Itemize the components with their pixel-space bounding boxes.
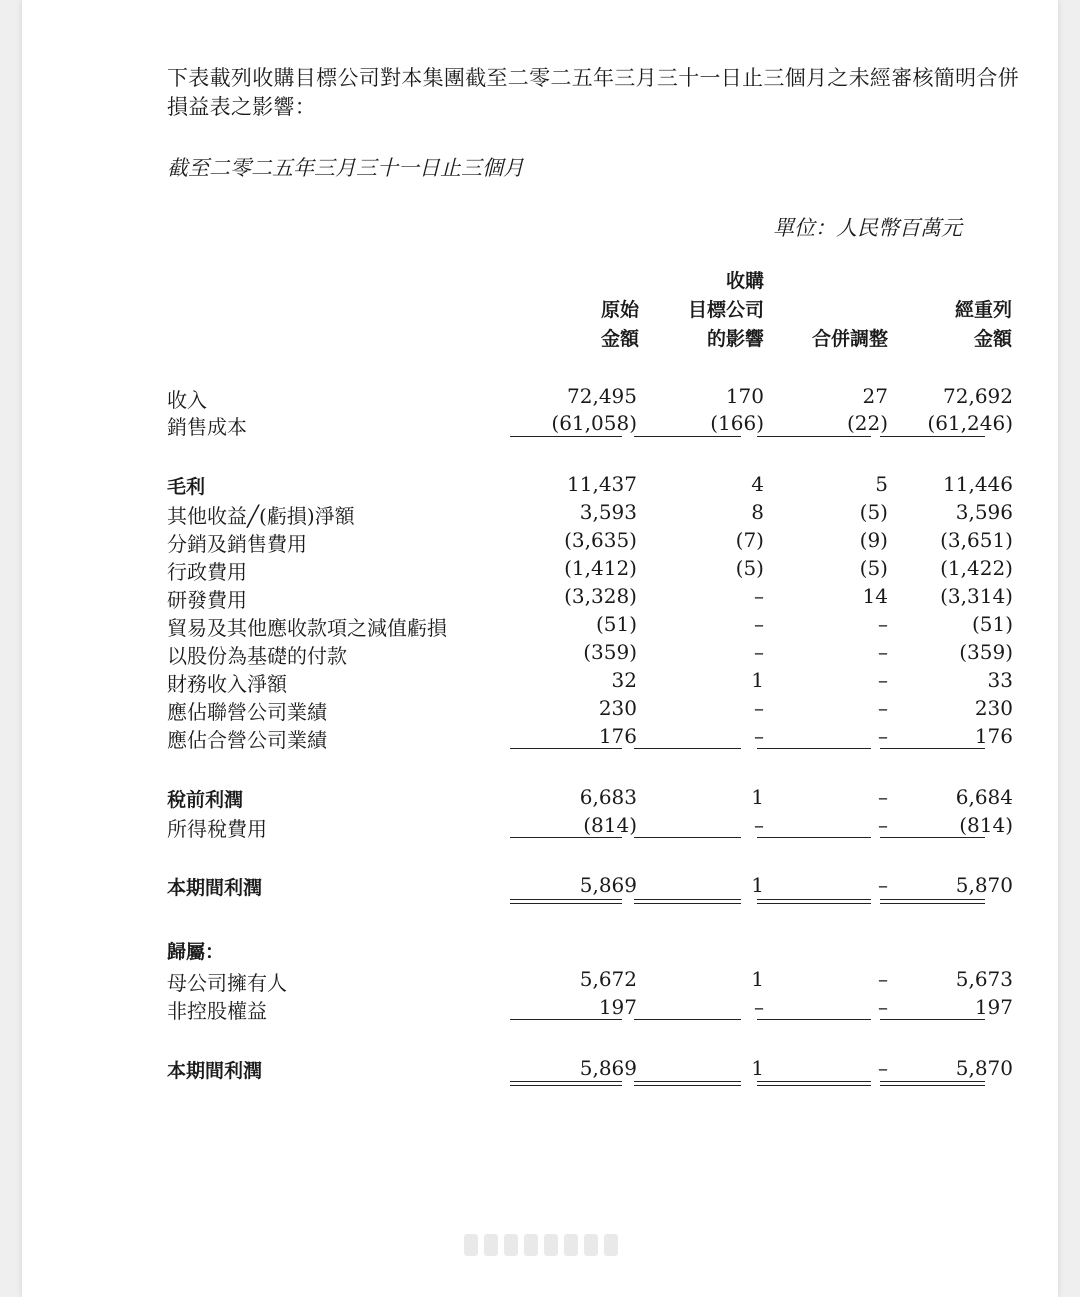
header-acquisition-impact xyxy=(642,267,764,354)
double-underline xyxy=(634,899,741,904)
header-line: 的影響 xyxy=(706,328,764,350)
row-value-col4: 72,692 xyxy=(943,384,1013,408)
row-value-col4: 33 xyxy=(987,668,1013,692)
watermark-glyph xyxy=(584,1234,598,1256)
row-value-col1: (3,635) xyxy=(564,528,637,552)
row-value-col4: (814) xyxy=(959,813,1013,837)
row-label: 本期間利潤 xyxy=(167,1060,263,1082)
table-row xyxy=(167,584,1017,612)
row-value-col3: (9) xyxy=(859,528,888,552)
row-value-col3: (5) xyxy=(859,556,888,580)
table-row xyxy=(167,696,1017,724)
row-value-col4: 5,673 xyxy=(955,967,1013,991)
double-underline xyxy=(634,1081,741,1086)
watermark xyxy=(464,1234,664,1260)
row-value-col3: (22) xyxy=(846,411,888,435)
row-label: 非控股權益 xyxy=(167,999,267,1023)
underline xyxy=(880,1019,985,1020)
row-label: 母公司擁有人 xyxy=(167,971,287,995)
row-value-col2: 170 xyxy=(725,384,764,408)
double-underline xyxy=(510,1081,622,1086)
underline xyxy=(880,436,985,437)
table-row xyxy=(167,873,1017,901)
header-consolidation-adjustment xyxy=(768,325,888,354)
row-value-col3: 14 xyxy=(862,584,888,608)
row-value-col3: – xyxy=(878,696,888,720)
row-value-col3: – xyxy=(878,640,888,664)
row-value-col4: 5,870 xyxy=(955,1056,1013,1080)
double-underline xyxy=(880,1081,985,1086)
row-value-col3: – xyxy=(878,967,888,991)
row-value-col3: 27 xyxy=(862,384,888,408)
row-value-col1: 5,869 xyxy=(579,1056,637,1080)
double-underline xyxy=(757,1081,871,1086)
row-value-col3: – xyxy=(878,1056,888,1080)
watermark-glyph xyxy=(604,1234,618,1256)
underline xyxy=(757,436,871,437)
row-value-col4: (61,246) xyxy=(927,411,1013,435)
row-value-col1: 11,437 xyxy=(567,472,637,496)
row-value-col2: (5) xyxy=(735,556,764,580)
row-value-col4: 230 xyxy=(974,696,1013,720)
double-underline xyxy=(510,899,622,904)
table-row xyxy=(167,500,1017,528)
table-row xyxy=(167,967,1017,995)
row-value-col4: 3,596 xyxy=(955,500,1013,524)
watermark-glyph xyxy=(544,1234,558,1256)
row-value-col2: (166) xyxy=(710,411,764,435)
watermark-glyph xyxy=(564,1234,578,1256)
row-value-col1: (51) xyxy=(595,612,637,636)
row-value-col4: 11,446 xyxy=(943,472,1013,496)
row-label: 行政費用 xyxy=(167,560,247,584)
table-row xyxy=(167,472,1017,500)
underline xyxy=(757,837,871,838)
header-line: 金額 xyxy=(973,328,1012,350)
row-value-col4: (3,651) xyxy=(940,528,1013,552)
row-value-col2: – xyxy=(754,696,764,720)
row-value-col1: 176 xyxy=(598,724,637,748)
table-row xyxy=(167,612,1017,640)
row-label: 本期間利潤 xyxy=(167,877,263,899)
row-value-col1: 197 xyxy=(598,995,637,1019)
row-value-col3: – xyxy=(878,813,888,837)
table-row xyxy=(167,556,1017,584)
watermark-glyph xyxy=(464,1234,478,1256)
row-value-col4: 5,870 xyxy=(955,873,1013,897)
row-value-col1: (61,058) xyxy=(551,411,637,435)
underline xyxy=(634,436,741,437)
row-value-col4: (3,314) xyxy=(940,584,1013,608)
period-heading: 截至二零二五年三月三十一日止三個月 xyxy=(167,156,524,180)
row-value-col1: (814) xyxy=(583,813,637,837)
header-line: 目標公司 xyxy=(687,299,764,321)
header-line: 收購 xyxy=(725,270,764,292)
row-value-col2: – xyxy=(754,813,764,837)
row-value-col3: – xyxy=(878,995,888,1019)
row-value-col2: 1 xyxy=(751,1056,764,1080)
row-label: 所得稅費用 xyxy=(167,817,267,841)
row-value-col4: (51) xyxy=(971,612,1013,636)
row-value-col2: 8 xyxy=(751,500,764,524)
unit-label: 單位：人民幣百萬元 xyxy=(773,216,962,240)
row-label: 分銷及銷售費用 xyxy=(167,532,307,556)
table-row xyxy=(167,384,1017,412)
watermark-glyph xyxy=(524,1234,538,1256)
row-value-col1: 72,495 xyxy=(567,384,637,408)
row-value-col1: (1,412) xyxy=(564,556,637,580)
watermark-glyph xyxy=(484,1234,498,1256)
underline xyxy=(510,748,622,749)
row-label: 銷售成本 xyxy=(167,415,247,439)
row-label: 其他收益╱(虧損)淨額 xyxy=(167,504,355,528)
table-row xyxy=(167,528,1017,556)
row-value-col2: 1 xyxy=(751,668,764,692)
underline xyxy=(510,1019,622,1020)
watermark-glyph xyxy=(504,1234,518,1256)
table-row xyxy=(167,668,1017,696)
row-value-col3: – xyxy=(878,873,888,897)
row-value-col2: 1 xyxy=(751,873,764,897)
row-value-col4: 176 xyxy=(974,724,1013,748)
row-value-col4: (1,422) xyxy=(940,556,1013,580)
table-row xyxy=(167,411,1017,439)
row-label: 應佔聯營公司業績 xyxy=(167,700,327,724)
row-value-col3: – xyxy=(878,724,888,748)
header-restated-amount xyxy=(922,296,1012,354)
row-value-col2: – xyxy=(754,640,764,664)
row-label: 以股份為基礎的付款 xyxy=(167,644,347,668)
row-label: 應佔合營公司業績 xyxy=(167,728,327,752)
underline xyxy=(634,1019,741,1020)
row-value-col1: 5,869 xyxy=(579,873,637,897)
underline xyxy=(634,837,741,838)
header-original-amount xyxy=(570,296,639,354)
underline xyxy=(757,1019,871,1020)
row-value-col1: 3,593 xyxy=(579,500,637,524)
row-label: 毛利 xyxy=(167,476,206,498)
row-value-col4: (359) xyxy=(959,640,1013,664)
header-line: 經重列 xyxy=(954,299,1012,321)
table-row xyxy=(167,785,1017,813)
row-value-col2: (7) xyxy=(735,528,764,552)
underline xyxy=(880,748,985,749)
table-row xyxy=(167,937,1017,965)
row-value-col2: – xyxy=(754,612,764,636)
row-label: 歸屬： xyxy=(167,941,225,963)
row-value-col3: – xyxy=(878,612,888,636)
row-value-col4: 197 xyxy=(974,995,1013,1019)
row-value-col1: 6,683 xyxy=(579,785,637,809)
underline xyxy=(880,837,985,838)
row-value-col1: 230 xyxy=(598,696,637,720)
row-label: 研發費用 xyxy=(167,588,247,612)
underline xyxy=(510,837,622,838)
underline xyxy=(757,748,871,749)
row-value-col2: 1 xyxy=(751,785,764,809)
row-label: 收入 xyxy=(167,388,207,412)
row-value-col1: 5,672 xyxy=(579,967,637,991)
row-value-col2: 4 xyxy=(751,472,764,496)
row-label: 財務收入淨額 xyxy=(167,672,287,696)
header-line: 原始 xyxy=(600,299,639,321)
header-line: 金額 xyxy=(600,328,639,350)
document-page xyxy=(22,0,1058,1297)
double-underline xyxy=(757,899,871,904)
row-value-col2: – xyxy=(754,584,764,608)
row-value-col1: (3,328) xyxy=(564,584,637,608)
row-value-col2: 1 xyxy=(751,967,764,991)
row-label: 稅前利潤 xyxy=(167,789,244,811)
underline xyxy=(510,436,622,437)
header-line: 合併調整 xyxy=(811,328,888,350)
row-value-col3: 5 xyxy=(875,472,888,496)
underline xyxy=(634,748,741,749)
double-underline xyxy=(880,899,985,904)
row-value-col3: – xyxy=(878,785,888,809)
row-label: 貿易及其他應收款項之減值虧損 xyxy=(167,616,447,640)
row-value-col1: 32 xyxy=(611,668,637,692)
intro-paragraph: 下表載列收購目標公司對本集團截至二零二五年三月三十一日止三個月之未經審核簡明合併損益表之影響： xyxy=(167,66,1019,119)
row-value-col3: (5) xyxy=(859,500,888,524)
row-value-col2: – xyxy=(754,724,764,748)
row-value-col2: – xyxy=(754,995,764,1019)
row-value-col4: 6,684 xyxy=(955,785,1013,809)
row-value-col3: – xyxy=(878,668,888,692)
table-row xyxy=(167,640,1017,668)
row-value-col1: (359) xyxy=(583,640,637,664)
table-row xyxy=(167,1056,1017,1084)
